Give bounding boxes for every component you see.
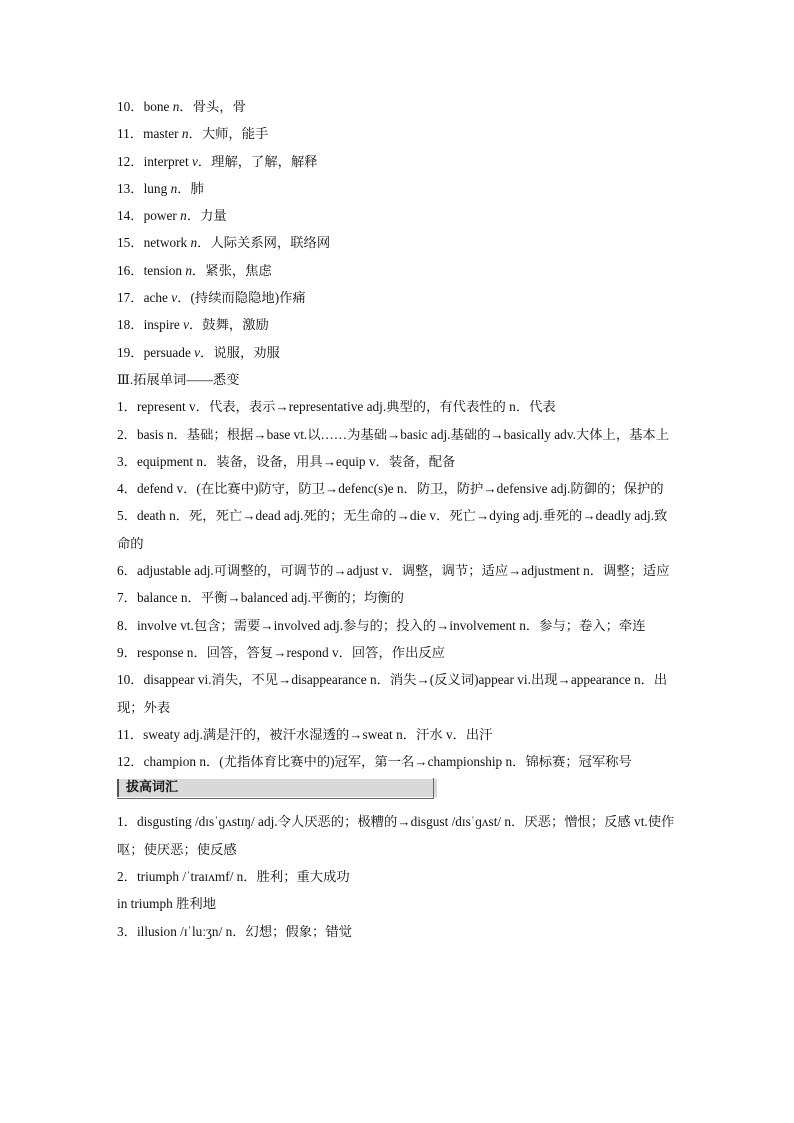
entry-definition: ．人际关系网，联络网 (197, 235, 331, 251)
entry-part-of-speech: n (190, 235, 198, 251)
entry-number: 14． (117, 208, 144, 224)
banner-underline (117, 798, 434, 799)
word-family-entry: 1．represent v．代表，表示→representative adj.典型的，有代表性的 n．代表 (117, 399, 556, 415)
entry-word: tension (143, 262, 186, 278)
entry-part-of-speech: v (194, 344, 201, 360)
entry-part-of-speech: v (191, 153, 198, 169)
word-family-entry: 2．basis n．基础；根据→base vt.以……为基础→basic adj.基础的→basically adv.大体上，基本上 (117, 426, 670, 442)
word-family-entry: 12．champion n．(尤指体育比赛中的)冠军，第一名→championship n．锦标赛；冠军称号 (117, 754, 632, 770)
word-entry (117, 175, 679, 202)
entry-definition: ．鼓舞，激励 (189, 317, 269, 333)
word-family-entry: 4．defend v．(在比赛中)防守，防卫→defenc(s)e n．防卫，防护→defensive adj.防御的；保护的 (117, 481, 664, 497)
entry-definition: ．紧张，焦虑 (192, 262, 272, 278)
entry-definition: ．力量 (186, 208, 227, 224)
entry-part-of-speech: n (170, 180, 178, 196)
entry-definition: ．骨头，骨 (179, 99, 246, 114)
advanced-vocabulary-heading: 拔高词汇 (126, 780, 179, 796)
entry-word: bone (143, 99, 173, 114)
advanced-word-list (117, 808, 679, 944)
word-entry (117, 148, 679, 175)
word-entry (117, 311, 679, 338)
entry-part-of-speech: n (172, 99, 180, 114)
entry-part-of-speech: n (181, 126, 189, 142)
entry-number: 13． (117, 180, 144, 196)
word-entry (117, 257, 679, 284)
advanced-vocabulary-banner (117, 778, 679, 800)
entry-number: 12． (117, 153, 144, 169)
entry-word: inspire (143, 317, 184, 333)
entry-number: 17． (117, 290, 144, 306)
entry-word: network (143, 235, 191, 251)
entry-word: persuade (143, 344, 195, 360)
entry-number: 10． (117, 99, 144, 114)
entry-number: 15． (117, 235, 144, 251)
entry-number: 19． (117, 344, 144, 360)
entry-definition: ．理解，了解，解释 (197, 153, 318, 169)
word-entry (117, 284, 679, 311)
entry-word: ache (143, 290, 172, 306)
word-family-entry: 3．equipment n．装备，设备，用具→equip v．装备，配备 (117, 453, 456, 469)
extended-words-heading: Ⅲ.拓展单词——悉变 (117, 371, 240, 387)
word-entry (117, 93, 679, 120)
entry-number: 18． (117, 317, 144, 333)
advanced-word-entry: 3．illusion /ɪˈluːʒn/ n．幻想；假象；错觉 (117, 923, 352, 939)
entry-word: power (143, 208, 181, 224)
word-family-entry: 10．disappear vi.消失，不见→disappearance n．消失→(反义词)appear vi.出现→appearance n．出现；外表 (117, 672, 668, 715)
entry-definition: ．说服，劝服 (200, 344, 280, 360)
advanced-word-entry: in triumph 胜利地 (117, 896, 216, 912)
extended-word-list (117, 393, 679, 775)
entry-word: interpret (143, 153, 192, 169)
core-word-list (117, 93, 679, 366)
word-entry (117, 229, 679, 256)
word-family-entry: 6．adjustable adj.可调整的，可调节的→adjust v．调整，调节；适应→adjustment n．调整；适应 (117, 563, 670, 579)
entry-part-of-speech: n (180, 208, 187, 224)
entry-part-of-speech: n (185, 262, 192, 278)
word-family-entry: 7．balance n．平衡→balanced adj.平衡的；均衡的 (117, 590, 404, 606)
word-entry (117, 339, 679, 366)
advanced-word-entry: 2．triumph /ˈtraɪʌmf/ n．胜利；重大成功 (117, 869, 350, 885)
word-entry (117, 202, 679, 229)
entry-part-of-speech: v (171, 290, 178, 306)
word-entry (117, 120, 679, 147)
entry-number: 11． (117, 126, 144, 142)
entry-definition: ．肺 (177, 180, 204, 196)
word-family-entry: 9．response n．回答，答复→respond v．回答，作出反应 (117, 644, 445, 660)
word-family-entry: 8．involve vt.包含；需要→involved adj.参与的；投入的→involvement n．参与；卷入；牵连 (117, 617, 646, 633)
entry-definition: ．(持续而隐隐地)作痛 (177, 290, 306, 306)
entry-word: master (143, 126, 182, 142)
advanced-word-entry: 1．disgusting /dɪsˈɡʌstɪŋ/ adj.令人厌恶的；极糟的→disgust /dɪsˈɡʌst/ n．厌恶；憎恨；反感 vt.使作呕；使厌恶；使反感 (117, 814, 675, 857)
vocabulary-content (117, 93, 679, 945)
word-family-entry: 5．death n．死，死亡→dead adj.死的；无生命的→die v．死亡→dying adj.垂死的→deadly adj.致命的 (117, 508, 668, 551)
entry-number: 16． (117, 262, 144, 278)
entry-word: lung (143, 180, 171, 196)
entry-part-of-speech: v (183, 317, 190, 333)
banner-end-tick (433, 778, 434, 799)
word-family-entry: 11．sweaty adj.满是汗的，被汗水湿透的→sweat n．汗水 v．出汗 (117, 726, 493, 742)
entry-definition: ．大师，能手 (188, 126, 269, 142)
